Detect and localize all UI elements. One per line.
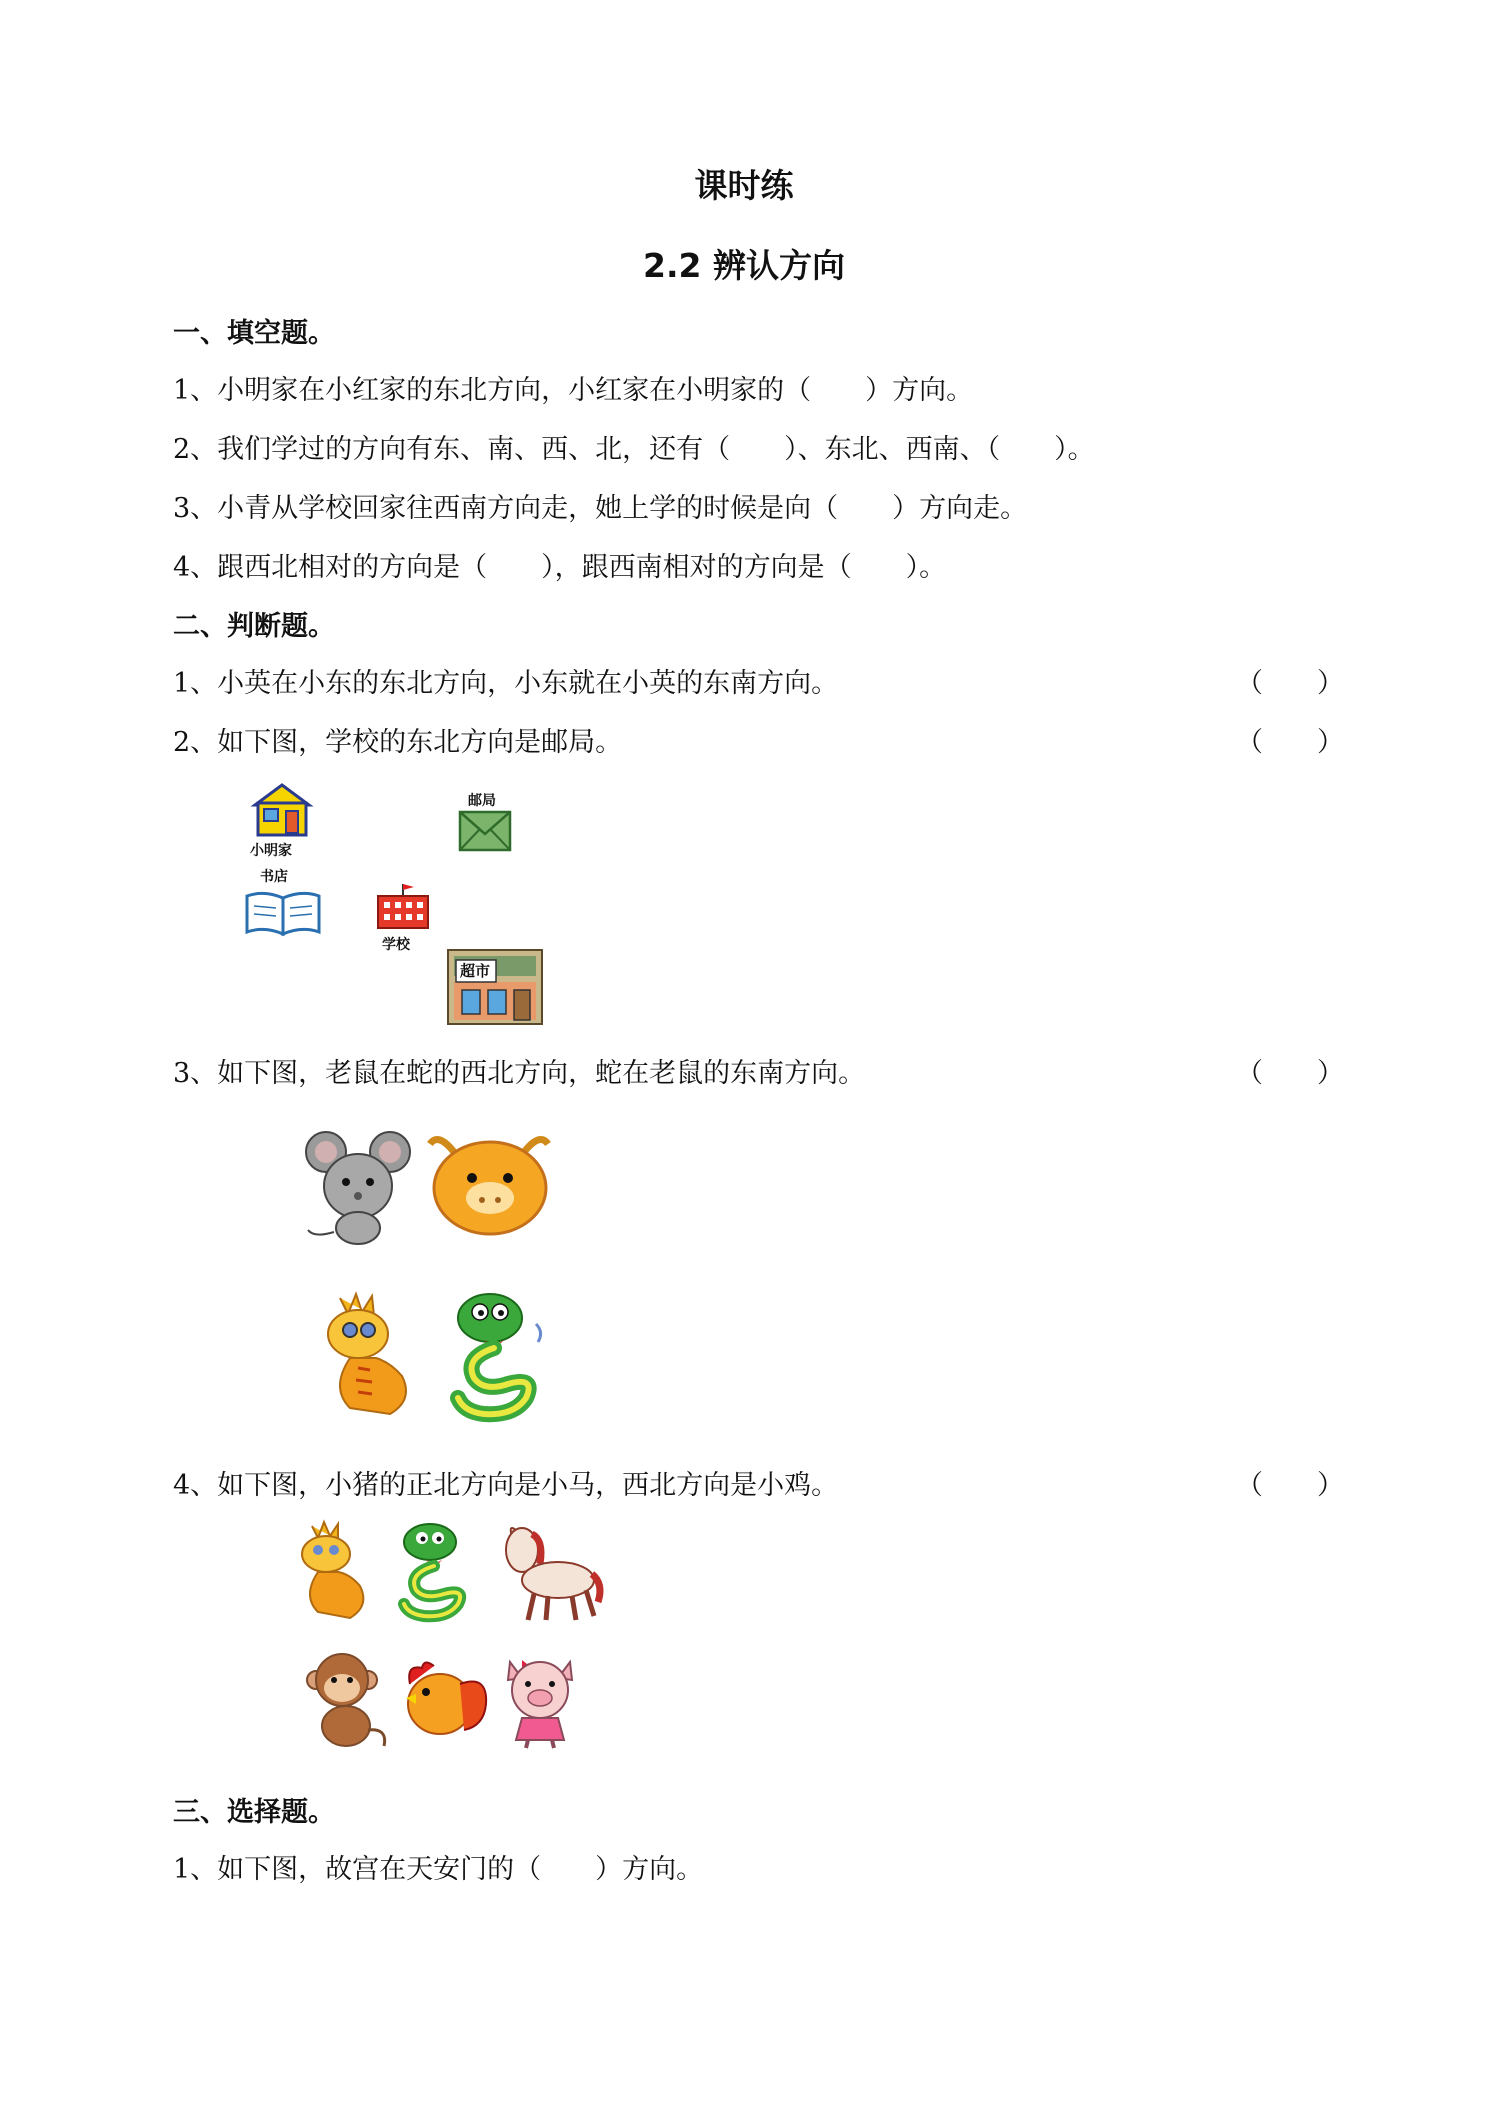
supermarket-icon xyxy=(446,946,544,1024)
dragon-icon xyxy=(310,1288,422,1424)
answer-paren-3: （ ） xyxy=(1236,1058,1344,1089)
answer-paren-2: （ ） xyxy=(1236,727,1344,758)
tf-question-2: 2、如下图，学校的东北方向是邮局。 xyxy=(173,727,623,758)
choice-question-1: 1、如下图，故宫在天安门的（ ）方向。 xyxy=(173,1854,704,1885)
book-icon xyxy=(244,890,322,936)
label-supermarket: 超市 xyxy=(460,962,491,980)
fill-question-4: 4、跟西北相对的方向是（ ），跟西南相对的方向是（ ）。 xyxy=(173,552,947,583)
tf-question-3: 3、如下图，老鼠在蛇的西北方向，蛇在老鼠的东南方向。 xyxy=(173,1058,866,1089)
house-icon xyxy=(252,783,312,837)
pig-icon xyxy=(502,1654,578,1750)
fill-question-1: 1、小明家在小红家的东北方向，小红家在小明家的（ ）方向。 xyxy=(173,375,974,406)
answer-paren-4: （ ） xyxy=(1236,1470,1344,1501)
horse-icon xyxy=(494,1520,604,1624)
label-home: 小明家 xyxy=(250,843,292,859)
label-school: 学校 xyxy=(382,937,410,953)
snake-icon xyxy=(444,1288,558,1424)
ox-icon xyxy=(424,1122,554,1248)
envelope-icon xyxy=(458,810,512,852)
label-bookstore: 书店 xyxy=(260,869,288,885)
label-post: 邮局 xyxy=(468,793,496,809)
snake-small-icon xyxy=(394,1518,482,1624)
fill-question-2: 2、我们学过的方向有东、南、西、北，还有（ ）、东北、西南、（ ）。 xyxy=(173,434,1095,465)
section-heading-true-false: 二、判断题。 xyxy=(173,611,335,642)
section-heading-multiple-choice: 三、选择题。 xyxy=(173,1797,335,1828)
page-subtitle: 2.2 辨认方向 xyxy=(643,246,845,285)
fill-question-3: 3、小青从学校回家往西南方向走，她上学的时候是向（ ）方向走。 xyxy=(173,493,1028,524)
rooster-icon xyxy=(400,1654,492,1746)
page-title: 课时练 xyxy=(694,166,794,205)
section-heading-fill-blank: 一、填空题。 xyxy=(173,318,335,349)
school-icon xyxy=(374,882,432,930)
answer-paren-1: （ ） xyxy=(1236,668,1344,699)
tf-question-4: 4、如下图，小猪的正北方向是小马，西北方向是小鸡。 xyxy=(173,1470,839,1501)
tf-question-1: 1、小英在小东的东北方向，小东就在小英的东南方向。 xyxy=(173,668,839,699)
dragon-small-icon xyxy=(288,1518,376,1624)
monkey-icon xyxy=(306,1650,388,1750)
mouse-icon xyxy=(304,1122,414,1248)
